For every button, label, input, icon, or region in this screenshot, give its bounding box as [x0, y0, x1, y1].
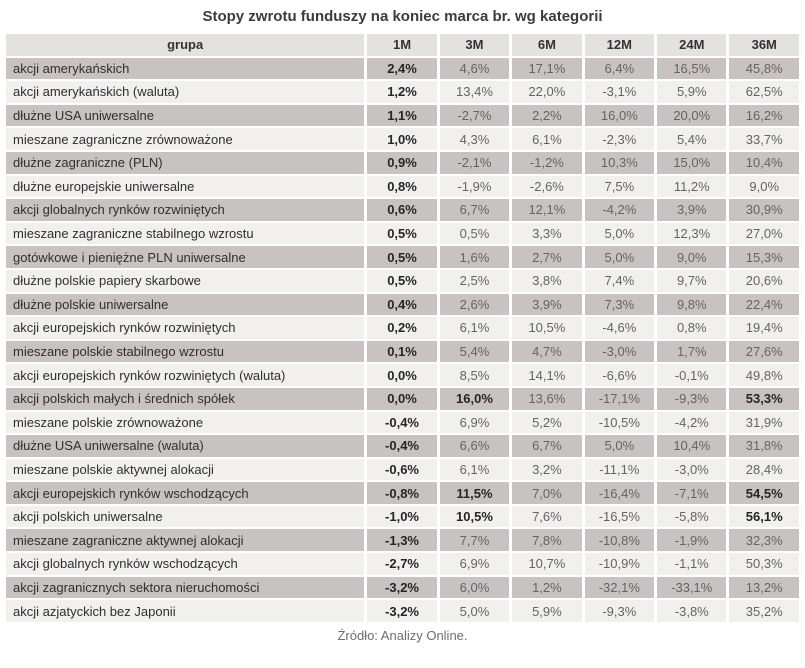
table-row	[6, 58, 799, 80]
value-cell: -1,3%	[367, 529, 436, 551]
group-cell: mieszane polskie stabilnego wzrostu	[6, 341, 364, 363]
value-cell: 6,7%	[512, 435, 581, 457]
value-cell: 13,6%	[512, 388, 581, 410]
table-row	[6, 246, 799, 268]
table-row	[6, 412, 799, 434]
value-cell: 45,8%	[729, 58, 799, 80]
value-cell: 6,1%	[512, 128, 581, 150]
table-row	[6, 577, 799, 599]
value-cell: 12,3%	[657, 223, 726, 245]
value-cell: 4,6%	[440, 58, 509, 80]
value-cell: 31,9%	[729, 412, 799, 434]
value-cell: 7,5%	[585, 176, 654, 198]
value-cell: -33,1%	[657, 577, 726, 599]
value-cell: 1,0%	[367, 128, 436, 150]
value-cell: 7,3%	[585, 294, 654, 316]
value-cell: 16,5%	[657, 58, 726, 80]
value-cell: 6,9%	[440, 553, 509, 575]
value-cell: 50,3%	[729, 553, 799, 575]
group-cell: mieszane zagraniczne aktywnej alokacji	[6, 529, 364, 551]
value-cell: 9,0%	[657, 246, 726, 268]
value-cell: -0,8%	[367, 482, 436, 504]
value-cell: 10,7%	[512, 553, 581, 575]
value-cell: 22,0%	[512, 81, 581, 103]
value-cell: 27,0%	[729, 223, 799, 245]
value-cell: -5,8%	[657, 506, 726, 528]
value-cell: 7,8%	[512, 529, 581, 551]
value-cell: 28,4%	[729, 459, 799, 481]
value-cell: 5,9%	[512, 600, 581, 622]
value-cell: -3,8%	[657, 600, 726, 622]
value-cell: 5,0%	[585, 435, 654, 457]
value-cell: 6,0%	[440, 577, 509, 599]
table-row	[6, 294, 799, 316]
group-cell: dłużne USA uniwersalne	[6, 105, 364, 127]
value-cell: -1,9%	[440, 176, 509, 198]
value-cell: 1,7%	[657, 341, 726, 363]
value-cell: -11,1%	[585, 459, 654, 481]
table-row	[6, 176, 799, 198]
value-cell: 53,3%	[729, 388, 799, 410]
table-row	[6, 152, 799, 174]
group-cell: dłużne polskie uniwersalne	[6, 294, 364, 316]
value-cell: 3,9%	[657, 199, 726, 221]
header-row	[6, 34, 799, 56]
table-row	[6, 128, 799, 150]
column-header-12m: 12M	[585, 34, 654, 56]
group-cell: mieszane polskie zrównoważone	[6, 412, 364, 434]
table-row	[6, 199, 799, 221]
value-cell: 35,2%	[729, 600, 799, 622]
value-cell: 49,8%	[729, 364, 799, 386]
table-row	[6, 341, 799, 363]
value-cell: 5,4%	[440, 341, 509, 363]
value-cell: 5,0%	[585, 246, 654, 268]
value-cell: -4,6%	[585, 317, 654, 339]
value-cell: 0,5%	[367, 270, 436, 292]
value-cell: -4,2%	[585, 199, 654, 221]
value-cell: -1,1%	[657, 553, 726, 575]
value-cell: -0,4%	[367, 412, 436, 434]
value-cell: -0,6%	[367, 459, 436, 481]
value-cell: 11,5%	[440, 482, 509, 504]
value-cell: -3,0%	[585, 341, 654, 363]
value-cell: 15,0%	[657, 152, 726, 174]
value-cell: 2,7%	[512, 246, 581, 268]
value-cell: 9,0%	[729, 176, 799, 198]
value-cell: 19,4%	[729, 317, 799, 339]
value-cell: 16,0%	[440, 388, 509, 410]
value-cell: 6,9%	[440, 412, 509, 434]
table-row	[6, 81, 799, 103]
table-row	[6, 435, 799, 457]
value-cell: -1,2%	[512, 152, 581, 174]
value-cell: -10,5%	[585, 412, 654, 434]
value-cell: 30,9%	[729, 199, 799, 221]
value-cell: 9,8%	[657, 294, 726, 316]
value-cell: 6,1%	[440, 459, 509, 481]
group-cell: dłużne zagraniczne (PLN)	[6, 152, 364, 174]
group-cell: gotówkowe i pieniężne PLN uniwersalne	[6, 246, 364, 268]
group-cell: dłużne polskie papiery skarbowe	[6, 270, 364, 292]
value-cell: 10,5%	[512, 317, 581, 339]
group-cell: akcji azjatyckich bez Japonii	[6, 600, 364, 622]
value-cell: 0,5%	[440, 223, 509, 245]
value-cell: 62,5%	[729, 81, 799, 103]
value-cell: 1,6%	[440, 246, 509, 268]
value-cell: 27,6%	[729, 341, 799, 363]
group-cell: mieszane zagraniczne stabilnego wzrostu	[6, 223, 364, 245]
table-row	[6, 388, 799, 410]
group-cell: akcji europejskich rynków rozwiniętych	[6, 317, 364, 339]
value-cell: -2,3%	[585, 128, 654, 150]
value-cell: -16,4%	[585, 482, 654, 504]
column-header-3m: 3M	[440, 34, 509, 56]
value-cell: 0,8%	[657, 317, 726, 339]
value-cell: 10,3%	[585, 152, 654, 174]
table-body	[6, 58, 799, 622]
value-cell: 6,4%	[585, 58, 654, 80]
table-row	[6, 529, 799, 551]
value-cell: 0,2%	[367, 317, 436, 339]
table-row	[6, 270, 799, 292]
value-cell: 7,7%	[440, 529, 509, 551]
page	[0, 8, 805, 643]
value-cell: 0,4%	[367, 294, 436, 316]
value-cell: 12,1%	[512, 199, 581, 221]
value-cell: 3,8%	[512, 270, 581, 292]
value-cell: -2,6%	[512, 176, 581, 198]
group-cell: akcji globalnych rynków wschodzących	[6, 553, 364, 575]
value-cell: 16,0%	[585, 105, 654, 127]
value-cell: 0,1%	[367, 341, 436, 363]
group-cell: dłużne USA uniwersalne (waluta)	[6, 435, 364, 457]
value-cell: 5,0%	[440, 600, 509, 622]
value-cell: -10,9%	[585, 553, 654, 575]
value-cell: 0,5%	[367, 246, 436, 268]
value-cell: -9,3%	[585, 600, 654, 622]
value-cell: 0,5%	[367, 223, 436, 245]
column-header-36m: 36M	[729, 34, 799, 56]
table-row	[6, 105, 799, 127]
value-cell: 15,3%	[729, 246, 799, 268]
value-cell: 7,4%	[585, 270, 654, 292]
table-row	[6, 506, 799, 528]
value-cell: -16,5%	[585, 506, 654, 528]
column-header-grupa: grupa	[6, 34, 364, 56]
value-cell: 0,0%	[367, 388, 436, 410]
value-cell: -32,1%	[585, 577, 654, 599]
group-cell: akcji amerykańskich	[6, 58, 364, 80]
value-cell: 2,4%	[367, 58, 436, 80]
column-header-24m: 24M	[657, 34, 726, 56]
value-cell: -0,4%	[367, 435, 436, 457]
value-cell: 2,6%	[440, 294, 509, 316]
value-cell: 5,0%	[585, 223, 654, 245]
value-cell: 13,4%	[440, 81, 509, 103]
value-cell: 3,9%	[512, 294, 581, 316]
value-cell: -7,1%	[657, 482, 726, 504]
value-cell: 32,3%	[729, 529, 799, 551]
value-cell: 13,2%	[729, 577, 799, 599]
value-cell: 3,2%	[512, 459, 581, 481]
value-cell: 22,4%	[729, 294, 799, 316]
value-cell: 8,5%	[440, 364, 509, 386]
value-cell: 0,9%	[367, 152, 436, 174]
value-cell: 10,5%	[440, 506, 509, 528]
fund-returns-table	[3, 32, 802, 624]
value-cell: 2,2%	[512, 105, 581, 127]
group-cell: mieszane zagraniczne zrównoważone	[6, 128, 364, 150]
group-cell: akcji polskich uniwersalne	[6, 506, 364, 528]
table-row	[6, 317, 799, 339]
value-cell: 0,8%	[367, 176, 436, 198]
value-cell: 0,6%	[367, 199, 436, 221]
table-row	[6, 482, 799, 504]
value-cell: 11,2%	[657, 176, 726, 198]
group-cell: akcji europejskich rynków wschodzących	[6, 482, 364, 504]
value-cell: 56,1%	[729, 506, 799, 528]
value-cell: -3,2%	[367, 600, 436, 622]
value-cell: 0,0%	[367, 364, 436, 386]
value-cell: -6,6%	[585, 364, 654, 386]
group-cell: akcji europejskich rynków rozwiniętych (waluta)	[6, 364, 364, 386]
value-cell: -4,2%	[657, 412, 726, 434]
group-cell: akcji globalnych rynków rozwiniętych	[6, 199, 364, 221]
value-cell: -0,1%	[657, 364, 726, 386]
value-cell: -3,1%	[585, 81, 654, 103]
value-cell: -9,3%	[657, 388, 726, 410]
source-note: Źródło: Analizy Online.	[337, 627, 468, 643]
value-cell: 31,8%	[729, 435, 799, 457]
value-cell: -10,8%	[585, 529, 654, 551]
value-cell: -2,7%	[440, 105, 509, 127]
page-title: Stopy zwrotu funduszy na koniec marca br. wg kategorii	[202, 8, 603, 25]
value-cell: -1,9%	[657, 529, 726, 551]
value-cell: 4,3%	[440, 128, 509, 150]
value-cell: 10,4%	[657, 435, 726, 457]
value-cell: 9,7%	[657, 270, 726, 292]
group-cell: akcji polskich małych i średnich spółek	[6, 388, 364, 410]
value-cell: 54,5%	[729, 482, 799, 504]
value-cell: 17,1%	[512, 58, 581, 80]
value-cell: 4,7%	[512, 341, 581, 363]
value-cell: 1,2%	[367, 81, 436, 103]
value-cell: 7,0%	[512, 482, 581, 504]
value-cell: 14,1%	[512, 364, 581, 386]
value-cell: -2,7%	[367, 553, 436, 575]
value-cell: 7,6%	[512, 506, 581, 528]
value-cell: -3,0%	[657, 459, 726, 481]
value-cell: 5,2%	[512, 412, 581, 434]
group-cell: akcji amerykańskich (waluta)	[6, 81, 364, 103]
group-cell: akcji zagranicznych sektora nieruchomości	[6, 577, 364, 599]
value-cell: 20,0%	[657, 105, 726, 127]
value-cell: -17,1%	[585, 388, 654, 410]
value-cell: 3,3%	[512, 223, 581, 245]
column-header-1m: 1M	[367, 34, 436, 56]
column-header-6m: 6M	[512, 34, 581, 56]
value-cell: 1,2%	[512, 577, 581, 599]
value-cell: 10,4%	[729, 152, 799, 174]
value-cell: 6,7%	[440, 199, 509, 221]
value-cell: 6,6%	[440, 435, 509, 457]
value-cell: -1,0%	[367, 506, 436, 528]
value-cell: -2,1%	[440, 152, 509, 174]
value-cell: 5,9%	[657, 81, 726, 103]
group-cell: mieszane polskie aktywnej alokacji	[6, 459, 364, 481]
value-cell: 16,2%	[729, 105, 799, 127]
value-cell: -3,2%	[367, 577, 436, 599]
value-cell: 20,6%	[729, 270, 799, 292]
table-row	[6, 364, 799, 386]
value-cell: 1,1%	[367, 105, 436, 127]
group-cell: dłużne europejskie uniwersalne	[6, 176, 364, 198]
table-row	[6, 223, 799, 245]
value-cell: 5,4%	[657, 128, 726, 150]
table-row	[6, 553, 799, 575]
value-cell: 6,1%	[440, 317, 509, 339]
value-cell: 2,5%	[440, 270, 509, 292]
value-cell: 33,7%	[729, 128, 799, 150]
table-row	[6, 600, 799, 622]
table-row	[6, 459, 799, 481]
